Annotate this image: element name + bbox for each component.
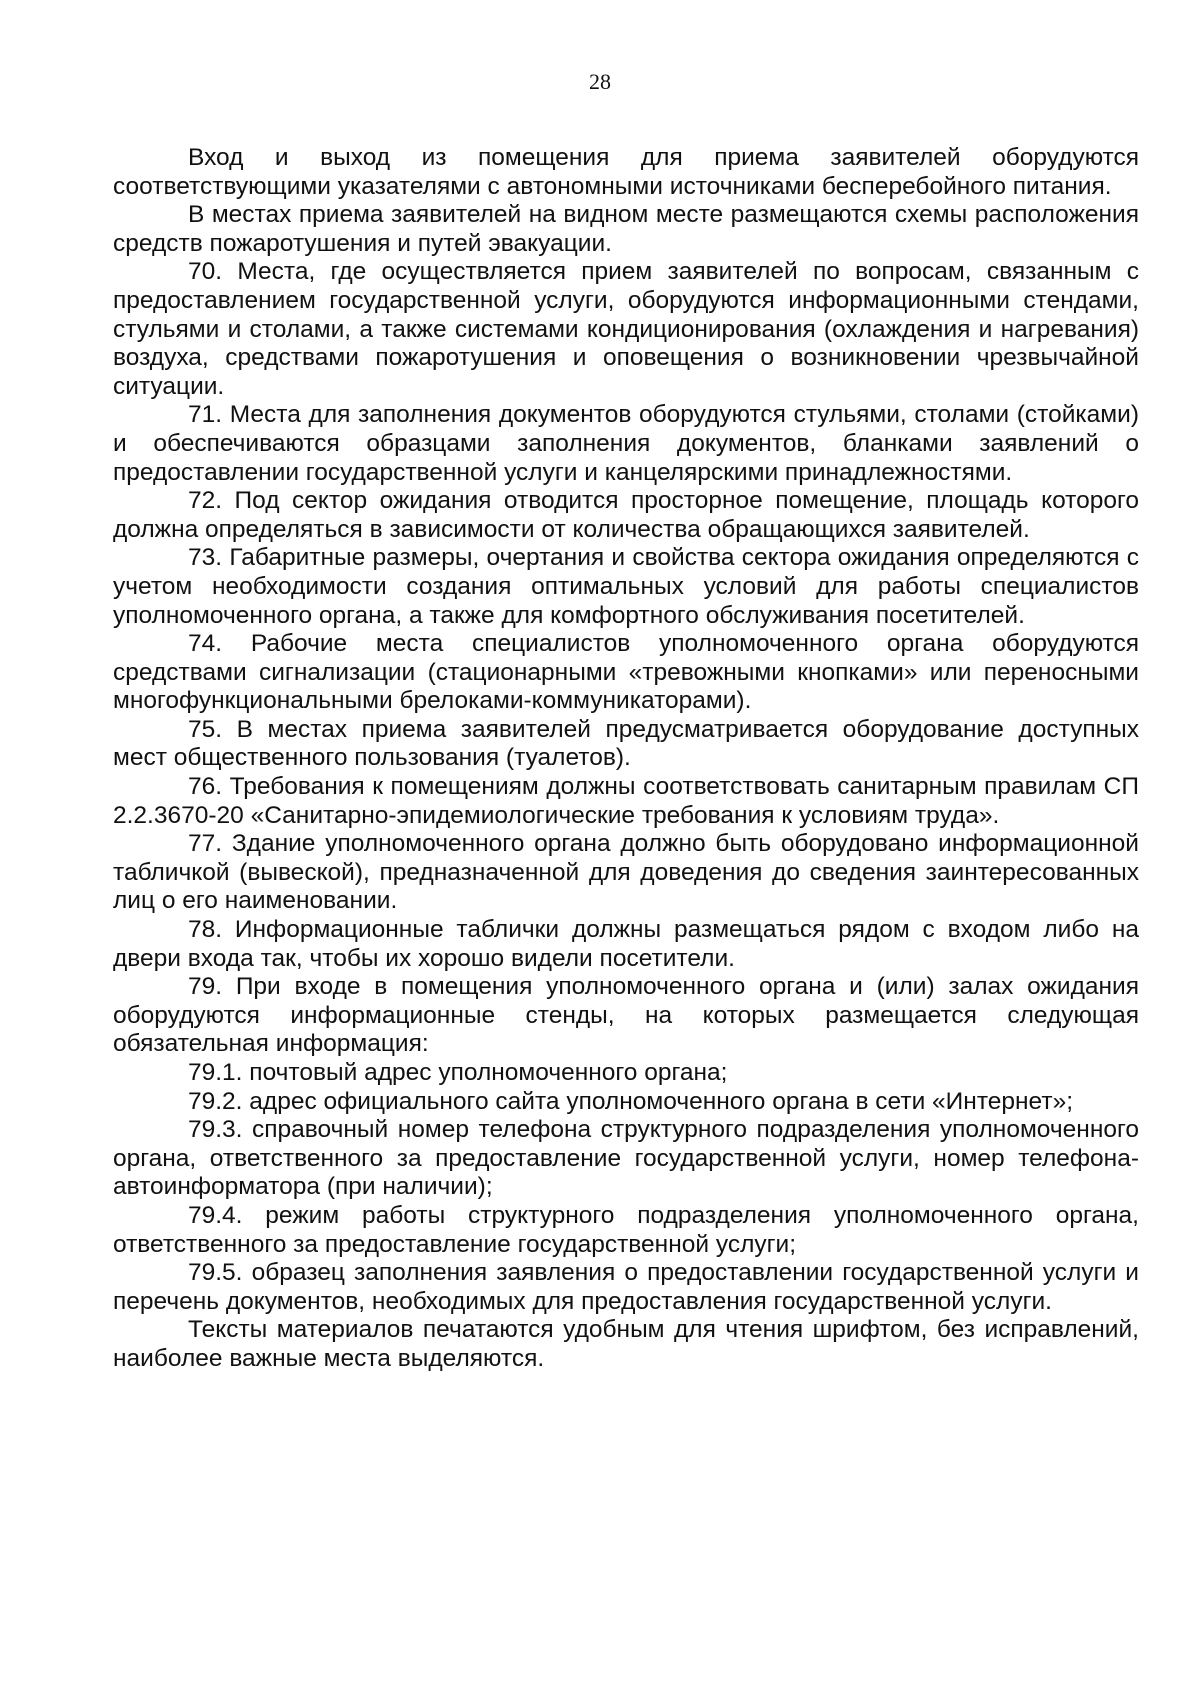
paragraph: В местах приема заявителей на видном месте размещаются схемы расположения средств пожаротушения и путей эвакуации.	[113, 201, 1139, 257]
paragraph-79-2: 79.2. адрес официального сайта уполномоченного органа в сети «Интернет»;	[188, 1087, 1074, 1115]
paragraph-79: 79. При входе в помещения уполномоченного органа и (или) залах ожидания оборудуются информационные стенды, на которых размещается следующая обязательная информация:	[113, 973, 1139, 1058]
page-number: 28	[589, 69, 611, 94]
paragraph-75: 75. В местах приема заявителей предусматривается оборудование доступных мест общественного пользования (туалетов).	[113, 715, 1139, 772]
paragraph-76: 76. Требования к помещениям должны соответствовать санитарным правилам СП 2.2.3670-20 «Санитарно-эпидемиологические требования к условиям труда».	[113, 773, 1139, 829]
paragraph-72: 72. Под сектор ожидания отводится просторное помещение, площадь которого должна определяться в зависимости от количества обращающихся заявителей.	[113, 487, 1139, 543]
document-body	[113, 144, 1139, 1374]
paragraph-77: 77. Здание уполномоченного органа должно быть оборудовано информационной табличкой (вывеской), предназначенной для доведения до сведения заинтересованных лиц о его наименовании.	[113, 830, 1139, 915]
paragraph-79-1: 79.1. почтовый адрес уполномоченного органа;	[188, 1059, 728, 1086]
paragraph-final: Тексты материалов печатаются удобным для чтения шрифтом, без исправлений, наиболее важные места выделяются.	[113, 1316, 1139, 1372]
paragraph: Вход и выход из помещения для приема заявителей оборудуются соответствующими указателями с автономными источниками бесперебойного питания.	[113, 144, 1139, 200]
paragraph-79-3: 79.3. справочный номер телефона структурного подразделения уполномоченного органа, ответственного за предоставление государственной услуги, номер телефона-автоинформатора (при наличии);	[113, 1116, 1139, 1201]
paragraph-70: 70. Места, где осуществляется прием заявителей по вопросам, связанным с предоставлением государственной услуги, оборудуются информационными стендами, стульями и столами, а также системами кондиционирования (охлаждения и нагревания) воздуха, средствами пожаротушения и оповещения о возникновении чрезвычайной ситуации.	[113, 258, 1139, 400]
paragraph-73: 73. Габаритные размеры, очертания и свойства сектора ожидания определяются с учетом необходимости создания оптимальных условий для работы специалистов уполномоченного органа, а также для комфортного обслуживания посетителей.	[113, 544, 1139, 629]
paragraph-78: 78. Информационные таблички должны размещаться рядом с входом либо на двери входа так, чтобы их хорошо видели посетители.	[113, 916, 1139, 972]
paragraph-79-5: 79.5. образец заполнения заявления о предоставлении государственной услуги и перечень документов, необходимых для предоставления государственной услуги.	[113, 1259, 1139, 1315]
paragraph-79-4: 79.4. режим работы структурного подразделения уполномоченного органа, ответственного за предоставление государственной услуги;	[113, 1201, 1139, 1258]
paragraph-71: 71. Места для заполнения документов оборудуются стульями, столами (стойками) и обеспечиваются образцами заполнения документов, бланками заявлений о предоставлении государственной услуги и канцелярскими принадлежностями.	[113, 401, 1139, 486]
paragraph-74: 74. Рабочие места специалистов уполномоченного органа оборудуются средствами сигнализации (стационарными «тревожными кнопками» или переносными многофункциональными брелоками-коммуникаторами).	[113, 630, 1139, 715]
